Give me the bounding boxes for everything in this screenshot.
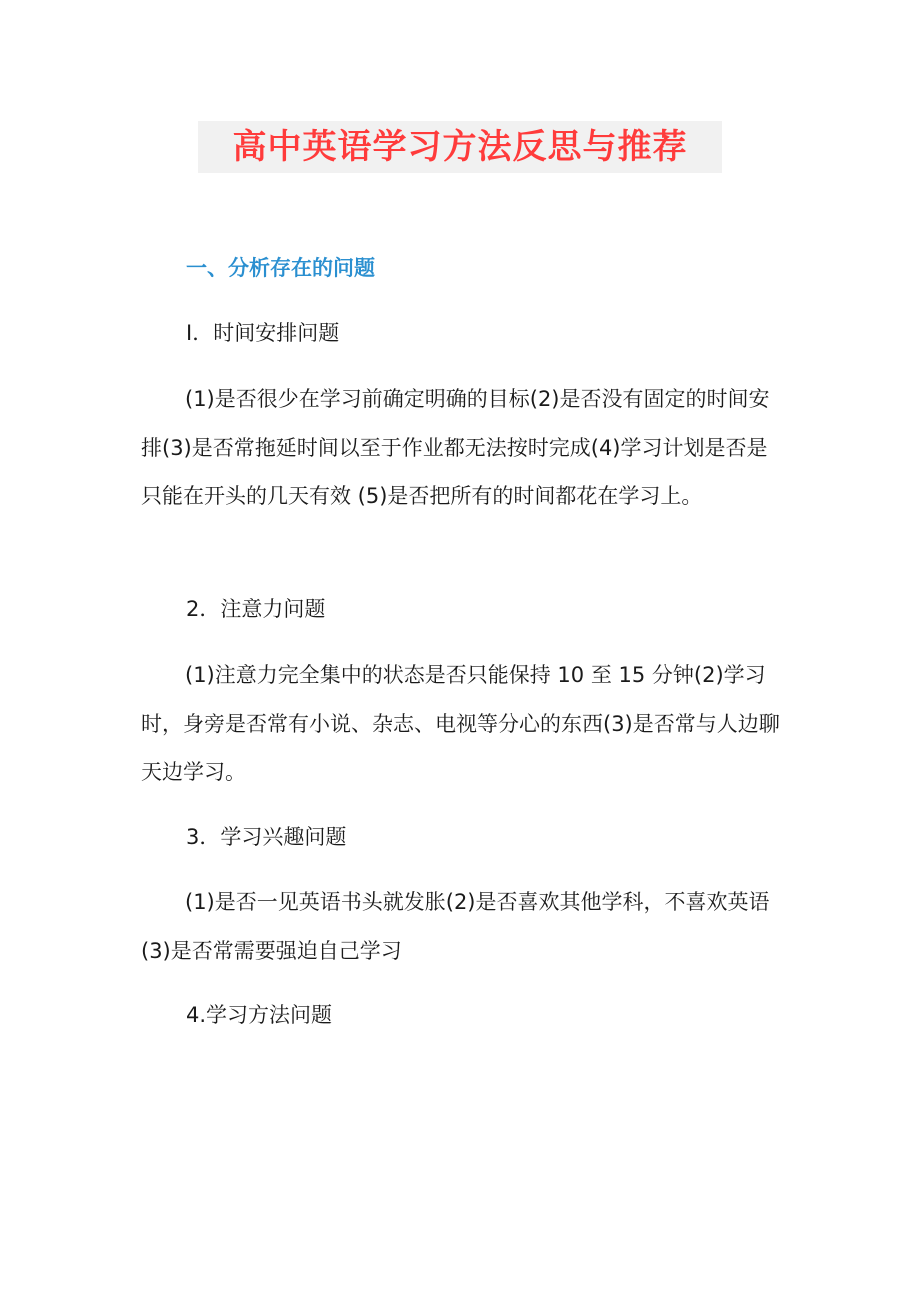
subheading-learning-interest: 3．学习兴趣问题 bbox=[186, 825, 347, 849]
section-heading: 一、分析存在的问题 bbox=[186, 256, 375, 280]
subheading-time-arrangement: I．时间安排问题 bbox=[186, 321, 340, 345]
paragraph-attention: (1)注意力完全集中的状态是否只能保持 10 至 15 分钟(2)学习时，身旁是否常有小说、杂志、电视等分心的东西(3)是否常与人边聊天边学习。 bbox=[141, 663, 780, 784]
paragraph-time-arrangement: (1)是否很少在学习前确定明确的目标(2)是否没有固定的时间安排(3)是否常拖延时间以至于作业都无法按时完成(4)学习计划是否是只能在开头的几天有效 (5)是否把所有的时间都花在学习上。 bbox=[141, 387, 770, 508]
subheading-attention: 2．注意力问题 bbox=[186, 597, 326, 621]
subheading-learning-method: 4.学习方法问题 bbox=[186, 1003, 333, 1027]
document-title: 高中英语学习方法反思与推荐 bbox=[198, 121, 722, 173]
paragraph-learning-interest: (1)是否一见英语书头就发胀(2)是否喜欢其他学科，不喜欢英语(3)是否常需要强迫自己学习 bbox=[141, 890, 770, 963]
